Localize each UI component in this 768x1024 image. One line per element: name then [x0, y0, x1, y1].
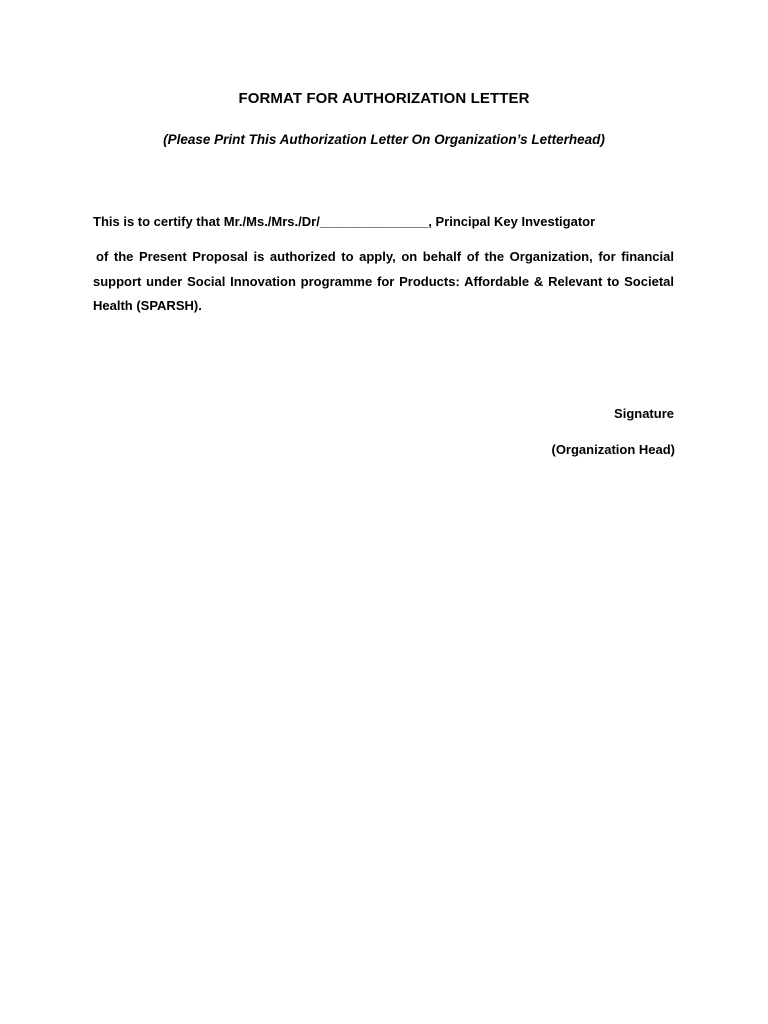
- document-subtitle: (Please Print This Authorization Letter On Organization’s Letterhead): [163, 132, 605, 147]
- document-title: FORMAT FOR AUTHORIZATION LETTER: [238, 90, 530, 107]
- body-paragraph: of the Present Proposal is authorized to apply, on behalf of the Organization, for financial support under Social Innovation programme for Products: Affordable & Relevant to Societal Health (SPARSH).: [93, 249, 674, 313]
- signature-label: Signature: [614, 406, 674, 421]
- signatory-role: (Organization Head): [551, 442, 675, 457]
- certify-line: This is to certify that Mr./Ms./Mrs./Dr/_______________, Principal Key Investigator: [93, 214, 596, 229]
